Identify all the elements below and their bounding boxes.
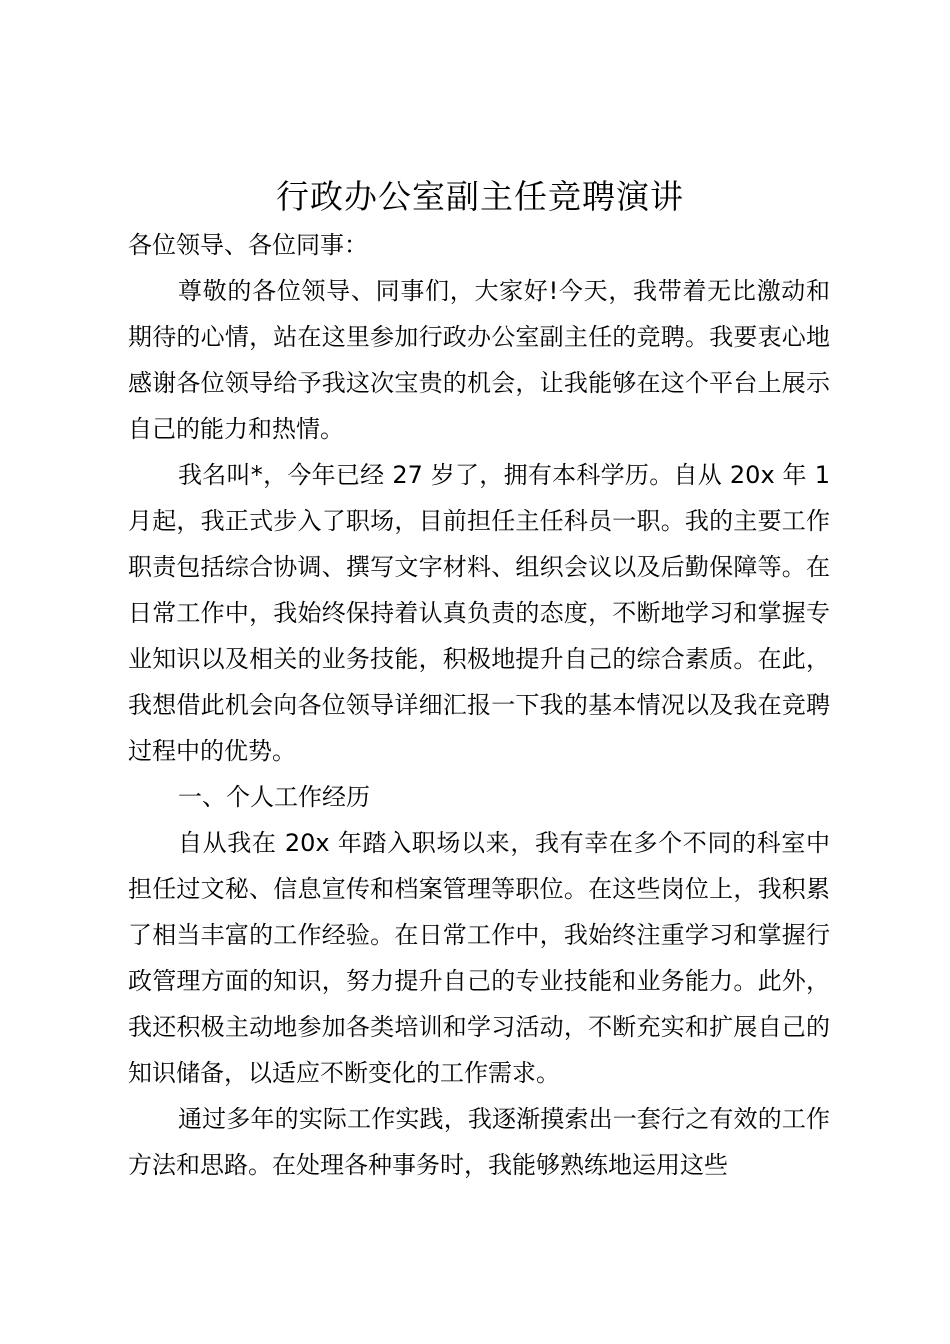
salutation: 各位领导、各位同事： bbox=[128, 231, 368, 259]
document-title: 行政办公室副主任竞聘演讲 bbox=[276, 177, 684, 216]
paragraph-work-experience: 自从我在 20x 年踏入职场以来，我有幸在多个不同的科室中担任过文秘、信息宣传和档案管理等职位。在这些岗位上，我积累了相当丰富的工作经验。在日常工作中，我始终注重学习和掌握行政管理方面的知识，努力提升自己的专业技能和业务能力。此外，我还积极主动地参加各类培训和学习活动，不断充实和扩展自己的知识储备，以适应不断变化的工作需求。 bbox=[128, 829, 830, 1087]
paragraph-work-methods: 通过多年的实际工作实践，我逐渐摸索出一套行之有效的工作方法和思路。在处理各种事务时，我能够熟练地运用这些 bbox=[128, 1105, 830, 1179]
paragraph-greeting: 尊敬的各位领导、同事们，大家好!今天，我带着无比激动和期待的心情，站在这里参加行政办公室副主任的竞聘。我要衷心地感谢各位领导给予我这次宝贵的机会，让我能够在这个平台上展示自己的能力和热情。 bbox=[128, 277, 830, 443]
section-heading: 一、个人工作经历 bbox=[178, 783, 370, 811]
paragraph-introduction: 我名叫*，今年已经 27 岁了，拥有本科学历。自从 20x 年 1 月起，我正式步入了职场，目前担任主任科员一职。我的主要工作职责包括综合协调、撰写文字材料、组织会议以及后勤保障等。在日常工作中，我始终保持着认真负责的态度，不断地学习和掌握专业知识以及相关的业务技能，积极地提升自己的综合素质。在此，我想借此机会向各位领导详细汇报一下我的基本情况以及我在竞聘过程中的优势。 bbox=[128, 461, 830, 765]
